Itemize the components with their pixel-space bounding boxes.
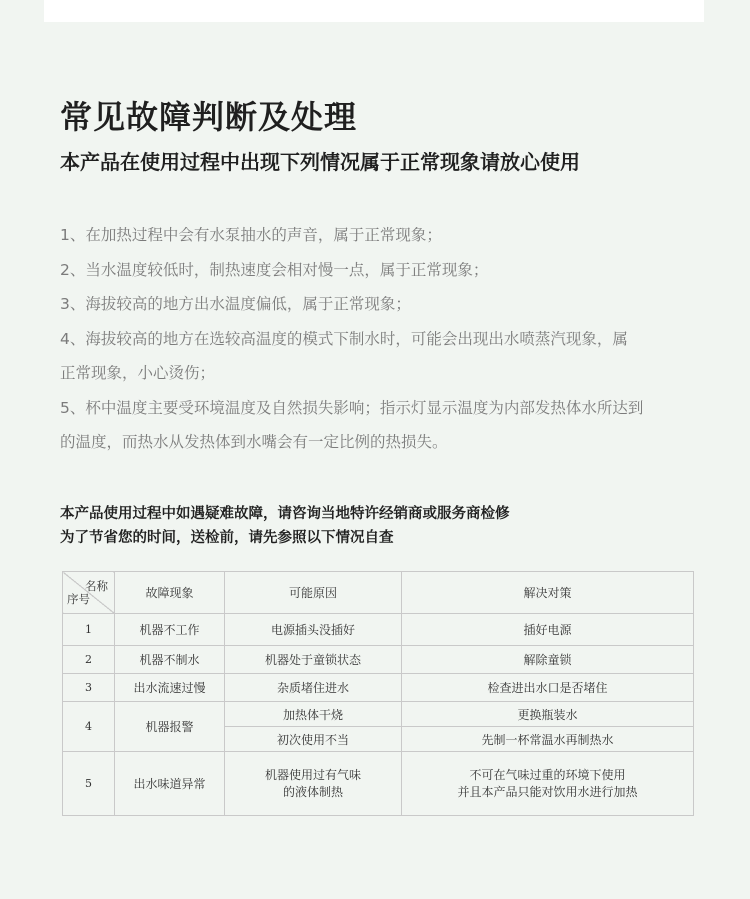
cause-line: 的液体制热 <box>282 784 343 799</box>
page-subtitle: 本产品在使用过程中出现下列情况属于正常现象请放心使用 <box>60 150 580 174</box>
header-cause: 可能原因 <box>225 572 402 614</box>
row-number: 2 <box>63 646 115 674</box>
row-solution: 插好电源 <box>402 614 694 646</box>
service-notice <box>60 502 510 550</box>
row-symptom: 出水味道异常 <box>115 752 225 816</box>
row-symptom: 机器不制水 <box>115 646 225 674</box>
note-line: 的温度，而热水从发热体到水嘴会有一定比例的热损失。 <box>60 433 448 451</box>
row-number: 4 <box>63 702 115 752</box>
table-row <box>63 646 694 674</box>
header-solution: 解决对策 <box>402 572 694 614</box>
header-seq-label: 序号 <box>67 592 90 606</box>
row-solution: 解除童锁 <box>402 646 694 674</box>
normal-phenomena-list <box>60 218 700 460</box>
table-row <box>63 674 694 702</box>
note-line: 1、在加热过程中会有水泵抽水的声音，属于正常现象； <box>60 226 442 244</box>
cause-line: 机器使用过有气味 <box>264 767 361 782</box>
row-cause <box>225 752 402 816</box>
table-row <box>63 702 694 727</box>
note-line: 4、海拔较高的地方在选较高温度的模式下制水时，可能会出现出水喷蒸汽现象，属 <box>60 329 628 348</box>
note-line: 正常现象，小心烫伤； <box>60 364 216 382</box>
row-number: 3 <box>63 674 115 702</box>
note-line: 2、当水温度较低时，制热速度会相对慢一点，属于正常现象； <box>60 260 489 279</box>
table-header-row <box>63 572 694 614</box>
row-cause: 电源插头没插好 <box>225 614 402 646</box>
row-number: 5 <box>63 752 115 816</box>
header-name-label: 名称 <box>85 579 108 593</box>
row-number: 1 <box>63 614 115 646</box>
table-row <box>63 752 694 816</box>
header-corner-cell <box>63 572 115 614</box>
fault-table <box>62 571 694 816</box>
header-symptom: 故障现象 <box>115 572 225 614</box>
solution-line: 不可在气味过重的环境下使用 <box>469 767 626 782</box>
note-line: 3、海拔较高的地方出水温度偏低，属于正常现象； <box>60 295 411 313</box>
row-solution <box>402 752 694 816</box>
row-solution: 检查进出水口是否堵住 <box>402 674 694 702</box>
service-line-1: 本产品使用过程中如遇疑难故障，请咨询当地特许经销商或服务商检修 <box>60 506 510 522</box>
service-line-2: 为了节省您的时间，送检前，请先参照以下情况自查 <box>60 530 394 546</box>
row-cause: 杂质堵住进水 <box>225 674 402 702</box>
top-card <box>44 0 704 22</box>
row-symptom: 机器报警 <box>115 702 225 752</box>
row-symptom: 机器不工作 <box>115 614 225 646</box>
row-cause: 机器处于童锁状态 <box>225 646 402 674</box>
page-title: 常见故障判断及处理 <box>60 98 358 136</box>
row-cause: 初次使用不当 <box>225 727 402 752</box>
row-solution: 先制一杯常温水再制热水 <box>402 727 694 752</box>
solution-line: 并且本产品只能对饮用水进行加热 <box>457 784 638 799</box>
row-symptom: 出水流速过慢 <box>115 674 225 702</box>
note-line: 5、杯中温度主要受环境温度及自然损失影响；指示灯显示温度为内部发热体水所达到 <box>60 398 644 417</box>
row-cause: 加热体干烧 <box>225 702 402 727</box>
row-solution: 更换瓶装水 <box>402 702 694 727</box>
table-row <box>63 614 694 646</box>
